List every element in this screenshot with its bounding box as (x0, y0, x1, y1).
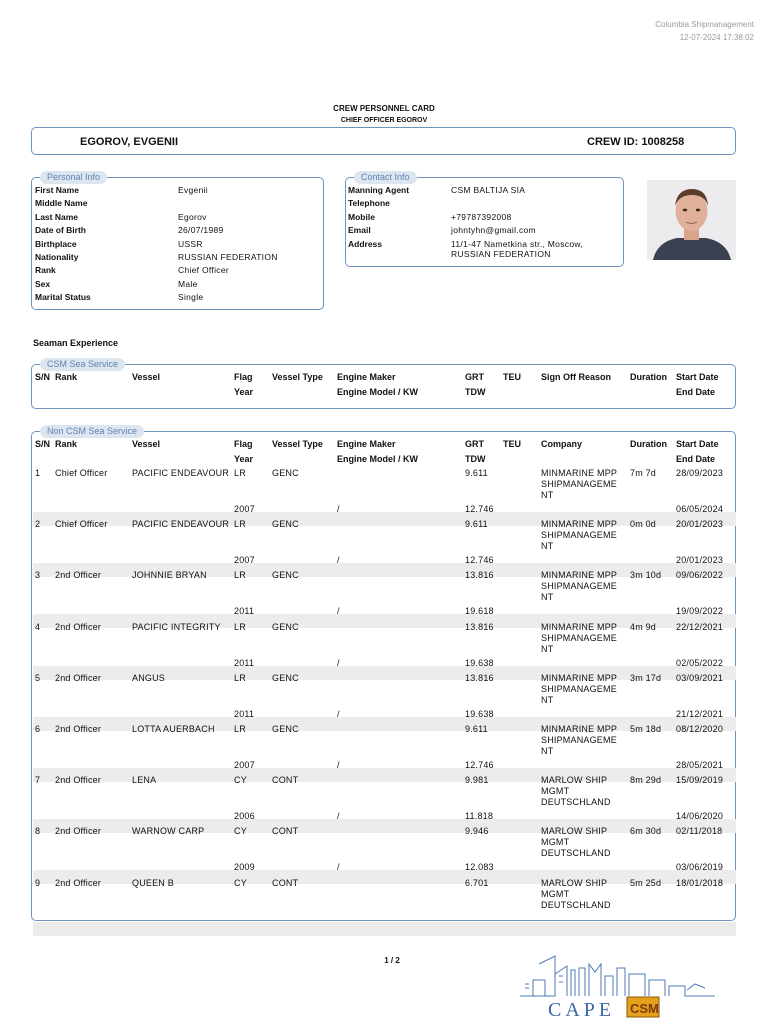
cape-csm-logo (515, 950, 755, 1020)
csm-header-reason: Sign Off Reason (541, 372, 612, 382)
noncsm-header-model: Engine Model / KW (337, 454, 418, 464)
cell-end: 06/05/2024 (676, 504, 724, 514)
cell-flag: CY (234, 877, 247, 888)
cell-company2: MGMT (541, 786, 570, 797)
csm-header-rank: Rank (55, 372, 78, 382)
cell-sn: 6 (35, 724, 41, 734)
cell-vtype: GENC (272, 519, 299, 530)
cell-vessel: ANGUS (132, 672, 166, 683)
personal-field-label: Birthplace (35, 238, 77, 249)
noncsm-header-year: Year (234, 454, 254, 464)
personal-field-value: Egorov (178, 211, 207, 222)
cell-company3: DEUTSCHLAND (541, 899, 611, 910)
page-number: 1 / 2 (384, 956, 400, 965)
personal-field-value: Chief Officer (178, 265, 229, 276)
cell-end: 28/05/2021 (676, 760, 724, 770)
noncsm-header-duration: Duration (630, 439, 667, 449)
cell-vessel: PACIFIC ENDEAVOUR (132, 468, 230, 478)
csm-sea-service-legend: CSM Sea Service (40, 358, 125, 371)
cell-end: 19/09/2022 (676, 606, 724, 617)
cell-tdw: 11.818 (465, 811, 494, 822)
cell-vtype: CONT (272, 775, 299, 786)
cell-vtype: GENC (272, 621, 299, 632)
cell-grt: 9.981 (465, 775, 489, 786)
cell-tdw: 12.746 (465, 555, 494, 566)
csm-header-teu: TEU (503, 372, 521, 382)
cell-model: / (337, 811, 340, 822)
cell-duration: 3m 10d (630, 570, 662, 581)
cell-start: 08/12/2020 (676, 724, 724, 734)
personal-field-value: Single (178, 292, 204, 303)
contact-field-value: +79787392008 (451, 211, 512, 222)
cell-end: 20/01/2023 (676, 555, 724, 566)
noncsm-header-company: Company (541, 439, 583, 449)
cell-duration: 3m 17d (630, 672, 662, 683)
noncsm-header-start: Start Date (676, 439, 719, 449)
cell-duration: 7m 7d (630, 468, 657, 478)
noncsm-header-maker: Engine Maker (337, 439, 396, 449)
cell-grt: 9.611 (465, 519, 488, 530)
csm-badge: CSM (630, 1001, 659, 1016)
csm-header-model: Engine Model / KW (337, 387, 418, 397)
cell-start: 28/09/2023 (676, 468, 724, 478)
cell-vessel: PACIFIC INTEGRITY (132, 621, 221, 632)
cell-vessel: JOHNNIE BRYAN (132, 570, 207, 581)
csm-header-duration: Duration (630, 372, 667, 382)
cell-sn: 1 (35, 468, 41, 478)
cell-company3: DEUTSCHLAND (541, 797, 611, 808)
cell-company3: NT (541, 746, 554, 756)
cell-year: 2011 (234, 606, 255, 617)
cell-flag: LR (234, 724, 246, 734)
cell-rank: Chief Officer (55, 468, 108, 478)
cell-vtype: GENC (272, 724, 299, 734)
cell-company1: MARLOW SHIP (541, 826, 608, 837)
contact-field-label: Mobile (348, 211, 375, 222)
cell-model: / (337, 504, 340, 514)
noncsm-header-sn: S/N (35, 439, 51, 449)
personal-field-label: Middle Name (35, 198, 88, 209)
cell-flag: CY (234, 826, 247, 837)
cell-start: 03/09/2021 (676, 672, 724, 683)
cell-company1: MINMARINE MPP (541, 570, 618, 581)
personal-field-label: Nationality (35, 252, 79, 262)
cell-company3: NT (541, 592, 554, 603)
cell-start: 02/11/2018 (676, 826, 723, 837)
cell-flag: LR (234, 570, 246, 581)
row-divider-band (33, 922, 736, 936)
contact-field-value: RUSSIAN FEDERATION (451, 248, 551, 259)
cell-vtype: GENC (272, 672, 299, 683)
cell-tdw: 19.638 (465, 657, 494, 668)
cell-year: 2007 (234, 504, 255, 514)
cell-flag: LR (234, 468, 246, 478)
cell-grt: 13.816 (465, 570, 494, 581)
csm-header-vessel: Vessel (132, 372, 161, 382)
cell-duration: 8m 29d (630, 775, 662, 786)
cell-vessel: LOTTA AUERBACH (132, 724, 215, 734)
cell-model: / (337, 862, 340, 873)
cell-rank: 2nd Officer (55, 621, 102, 632)
cell-company1: MINMARINE MPP (541, 519, 618, 530)
contact-field-label: Email (348, 225, 371, 236)
cell-year: 2011 (234, 708, 255, 719)
cell-year: 2007 (234, 555, 255, 566)
cell-model: / (337, 555, 340, 566)
csm-header-sn: S/N (35, 372, 51, 382)
seaman-experience-heading: Seaman Experience (33, 338, 119, 348)
personal-field-label: Last Name (35, 211, 78, 222)
cell-flag: LR (234, 672, 246, 683)
cell-company1: MINMARINE MPP (541, 724, 618, 734)
non-csm-sea-service-legend: Non CSM Sea Service (40, 425, 144, 438)
csm-header-year: Year (234, 387, 254, 397)
cell-start: 09/06/2022 (676, 570, 724, 581)
cell-grt: 9.611 (465, 724, 488, 734)
cell-start: 15/09/2019 (676, 775, 724, 786)
cell-vtype: GENC (272, 468, 299, 478)
noncsm-header-vessel: Vessel (132, 439, 161, 449)
cell-sn: 2 (35, 519, 41, 530)
cell-rank: 2nd Officer (55, 775, 102, 786)
crew-photo (647, 180, 736, 260)
cell-tdw: 12.083 (465, 862, 494, 873)
cell-duration: 4m 9d (630, 621, 657, 632)
csm-sea-service-panel (31, 359, 736, 409)
cell-model: / (337, 606, 340, 617)
noncsm-header-grt: GRT (465, 439, 484, 449)
contact-field-value: 11/1-47 Nametkina str., Moscow, (451, 238, 583, 249)
cell-model: / (337, 708, 340, 719)
csm-header-vtype: Vessel Type (272, 372, 323, 382)
cell-company2: MGMT (541, 837, 570, 848)
cell-grt: 13.816 (465, 672, 494, 683)
cell-start: 22/12/2021 (676, 621, 724, 632)
crew-id: CREW ID: 1008258 (587, 136, 685, 148)
portrait-image (647, 180, 736, 260)
cell-flag: LR (234, 621, 246, 632)
cell-year: 2011 (234, 657, 255, 668)
cell-company3: NT (541, 490, 554, 500)
personal-field-value: RUSSIAN FEDERATION (178, 252, 278, 262)
contact-field-label: Manning Agent (348, 185, 410, 195)
cell-company2: MGMT (541, 888, 570, 899)
cell-year: 2006 (234, 811, 255, 822)
personal-field-label: Sex (35, 278, 51, 289)
cape-wordmark: CAPE (548, 999, 616, 1020)
cell-company1: MARLOW SHIP (541, 877, 608, 888)
cell-company2: SHIPMANAGEME (541, 581, 617, 592)
cell-end: 21/12/2021 (676, 708, 724, 719)
noncsm-header-end: End Date (676, 454, 716, 464)
cell-tdw: 19.618 (465, 606, 494, 617)
cell-vessel: QUEEN B (132, 877, 174, 888)
cell-vtype: GENC (272, 570, 299, 581)
csm-header-maker: Engine Maker (337, 372, 396, 382)
cell-year: 2009 (234, 862, 255, 873)
cell-rank: 2nd Officer (55, 724, 102, 734)
cell-vessel: LENA (132, 775, 157, 786)
noncsm-header-tdw: TDW (465, 454, 486, 464)
cell-end: 14/06/2020 (676, 811, 724, 822)
cell-duration: 0m 0d (630, 519, 657, 530)
cell-company2: SHIPMANAGEME (541, 683, 617, 694)
print-datetime: 12-07-2024 17:38:02 (679, 33, 754, 42)
csm-header-flag: Flag (234, 372, 253, 382)
cell-company1: MINMARINE MPP (541, 468, 618, 478)
crew-name-bar (31, 127, 736, 155)
contact-field-label: Telephone (348, 198, 390, 209)
noncsm-header-vtype: Vessel Type (272, 439, 323, 449)
cell-grt: 9.946 (465, 826, 489, 837)
cell-sn: 8 (35, 826, 41, 837)
cell-company3: DEUTSCHLAND (541, 848, 611, 859)
cell-company2: SHIPMANAGEME (541, 735, 617, 745)
cell-grt: 9.611 (465, 468, 488, 478)
cell-year: 2007 (234, 760, 255, 770)
cell-tdw: 12.746 (465, 760, 494, 770)
personal-field-label: Rank (35, 265, 56, 276)
personal-field-label: First Name (35, 185, 79, 195)
cell-company2: SHIPMANAGEME (541, 632, 617, 643)
cell-model: / (337, 657, 340, 668)
cell-company3: NT (541, 541, 554, 552)
cell-company1: MARLOW SHIP (541, 775, 608, 786)
contact-field-label: Address (348, 238, 383, 249)
cell-vtype: CONT (272, 826, 299, 837)
cell-start: 20/01/2023 (676, 519, 724, 530)
cell-rank: 2nd Officer (55, 877, 102, 888)
personal-field-value: 26/07/1989 (178, 225, 224, 236)
cell-grt: 13.816 (465, 621, 494, 632)
company-name: Columbia Shipmanagement (655, 20, 754, 29)
cell-tdw: 12.746 (465, 504, 494, 514)
cell-company3: NT (541, 694, 554, 705)
cell-sn: 9 (35, 877, 41, 888)
noncsm-header-rank: Rank (55, 439, 78, 449)
personal-info-panel (31, 172, 324, 310)
cell-sn: 3 (35, 570, 41, 581)
cell-sn: 7 (35, 775, 41, 786)
page-title: CREW PERSONNEL CARD (333, 104, 435, 113)
cell-company1: MINMARINE MPP (541, 672, 618, 683)
cell-flag: CY (234, 775, 247, 786)
cell-flag: LR (234, 519, 246, 530)
personal-field-value: Evgenii (178, 185, 208, 195)
csm-header-start: Start Date (676, 372, 719, 382)
contact-field-value: johntyhn@gmail.com (451, 225, 536, 236)
csm-header-end: End Date (676, 387, 716, 397)
cell-vtype: CONT (272, 877, 299, 888)
csm-header-tdw: TDW (465, 387, 486, 397)
personal-field-value: USSR (178, 238, 203, 249)
cell-end: 02/05/2022 (676, 657, 724, 668)
cell-vessel: PACIFIC ENDEAVOUR (132, 519, 230, 530)
cell-sn: 5 (35, 672, 41, 683)
cell-company3: NT (541, 643, 554, 654)
cell-vessel: WARNOW CARP (132, 826, 205, 837)
cell-duration: 6m 30d (630, 826, 662, 837)
cell-rank: Chief Officer (55, 519, 108, 530)
cell-tdw: 19.638 (465, 708, 494, 719)
crew-name: EGOROV, EVGENII (80, 136, 179, 148)
contact-field-value: CSM BALTIJA SIA (451, 185, 526, 195)
noncsm-header-flag: Flag (234, 439, 253, 449)
cell-company2: SHIPMANAGEME (541, 530, 617, 541)
cell-rank: 2nd Officer (55, 826, 102, 837)
personal-field-label: Marital Status (35, 292, 91, 303)
cell-start: 18/01/2018 (676, 877, 724, 888)
cell-company2: SHIPMANAGEME (541, 479, 617, 489)
cell-end: 03/06/2019 (676, 862, 724, 873)
cell-grt: 6.701 (465, 877, 489, 888)
non-csm-sea-service-panel (31, 426, 736, 921)
cell-sn: 4 (35, 621, 41, 632)
csm-header-grt: GRT (465, 372, 484, 382)
personal-info-legend: Personal Info (40, 171, 107, 184)
personal-field-label: Date of Birth (35, 225, 86, 236)
cell-rank: 2nd Officer (55, 672, 102, 683)
personal-field-value: Male (178, 278, 198, 289)
city-skyline-icon (515, 950, 755, 1020)
cell-duration: 5m 25d (630, 877, 662, 888)
cell-rank: 2nd Officer (55, 570, 102, 581)
page-subtitle: CHIEF OFFICER EGOROV (340, 117, 428, 124)
contact-info-legend: Contact Info (354, 171, 417, 184)
cell-duration: 5m 18d (630, 724, 662, 734)
cell-company1: MINMARINE MPP (541, 621, 618, 632)
cell-model: / (337, 760, 340, 770)
noncsm-header-teu: TEU (503, 439, 521, 449)
contact-info-panel (345, 172, 624, 267)
